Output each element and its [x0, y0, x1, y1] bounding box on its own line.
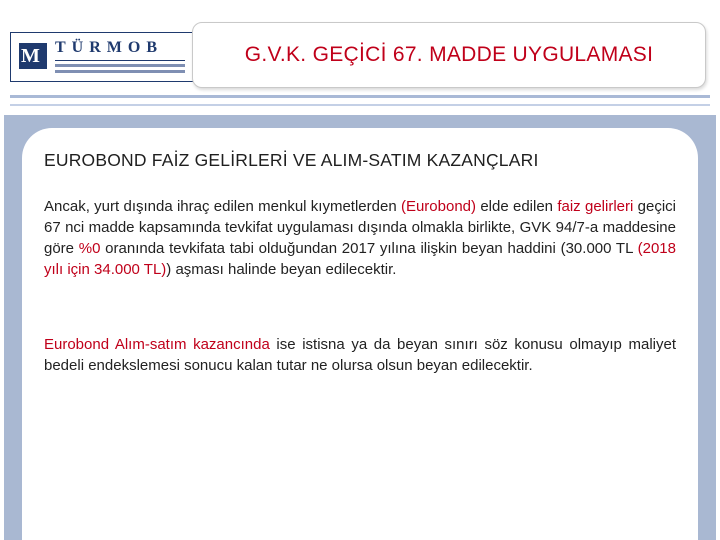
p1-highlight-2018: (2018 yılı için 34.000 TL) [44, 240, 676, 278]
p1-highlight-rate: %0 [78, 240, 101, 257]
header-rule-top [10, 95, 710, 98]
p2-highlight-eurobond: Eurobond Alım-satım kazancında [44, 336, 270, 353]
p1-text-4: oranında tevkifata tabi olduğundan 2017 yılına ilişkin beyan haddini (30.000 TL [100, 240, 638, 257]
paragraph-2 [44, 334, 676, 376]
p1-text-3: geçici 67 nci madde kapsamında tevkifat uygulaması dışında olmakla birlikte, GVK 94/7-a maddesine göre [44, 198, 676, 257]
logo-name: TÜRMOB [55, 39, 163, 56]
p1-highlight-eurobond: (Eurobond) [400, 198, 477, 215]
p1-highlight-faiz: faiz gelirleri [557, 198, 634, 215]
p1-text-5: ) aşması halinde beyan edilecektir. [166, 261, 397, 278]
p1-text-1: Ancak, yurt dışında ihraç edilen menkul kıymetlerden [44, 198, 401, 215]
section-heading: EUROBOND FAİZ GELİRLERİ VE ALIM-SATIM KAZANÇLARI [44, 150, 539, 170]
slide-title: G.V.K. GEÇİCİ 67. MADDE UYGULAMASI [244, 43, 654, 66]
logo-subtitle-line-2 [55, 70, 185, 73]
header-rule-bottom [10, 104, 710, 106]
p2-text-1: ise istisna ya da beyan sınırı söz konusu olmayıp maliyet bedeli endekslemesi sonucu kalan tutar ne olursa olsun beyan edilecektir. [44, 336, 676, 374]
content-panel [22, 128, 698, 540]
logo-mark-letter: M [21, 45, 40, 67]
logo-divider [55, 60, 185, 61]
title-box [192, 22, 706, 88]
slide-header [0, 0, 720, 100]
turmob-logo [10, 32, 194, 82]
logo-mark-icon [19, 43, 47, 69]
paragraph-1 [44, 196, 676, 280]
p1-text-2: elde edilen [476, 198, 558, 215]
logo-subtitle-line-1 [55, 64, 185, 67]
